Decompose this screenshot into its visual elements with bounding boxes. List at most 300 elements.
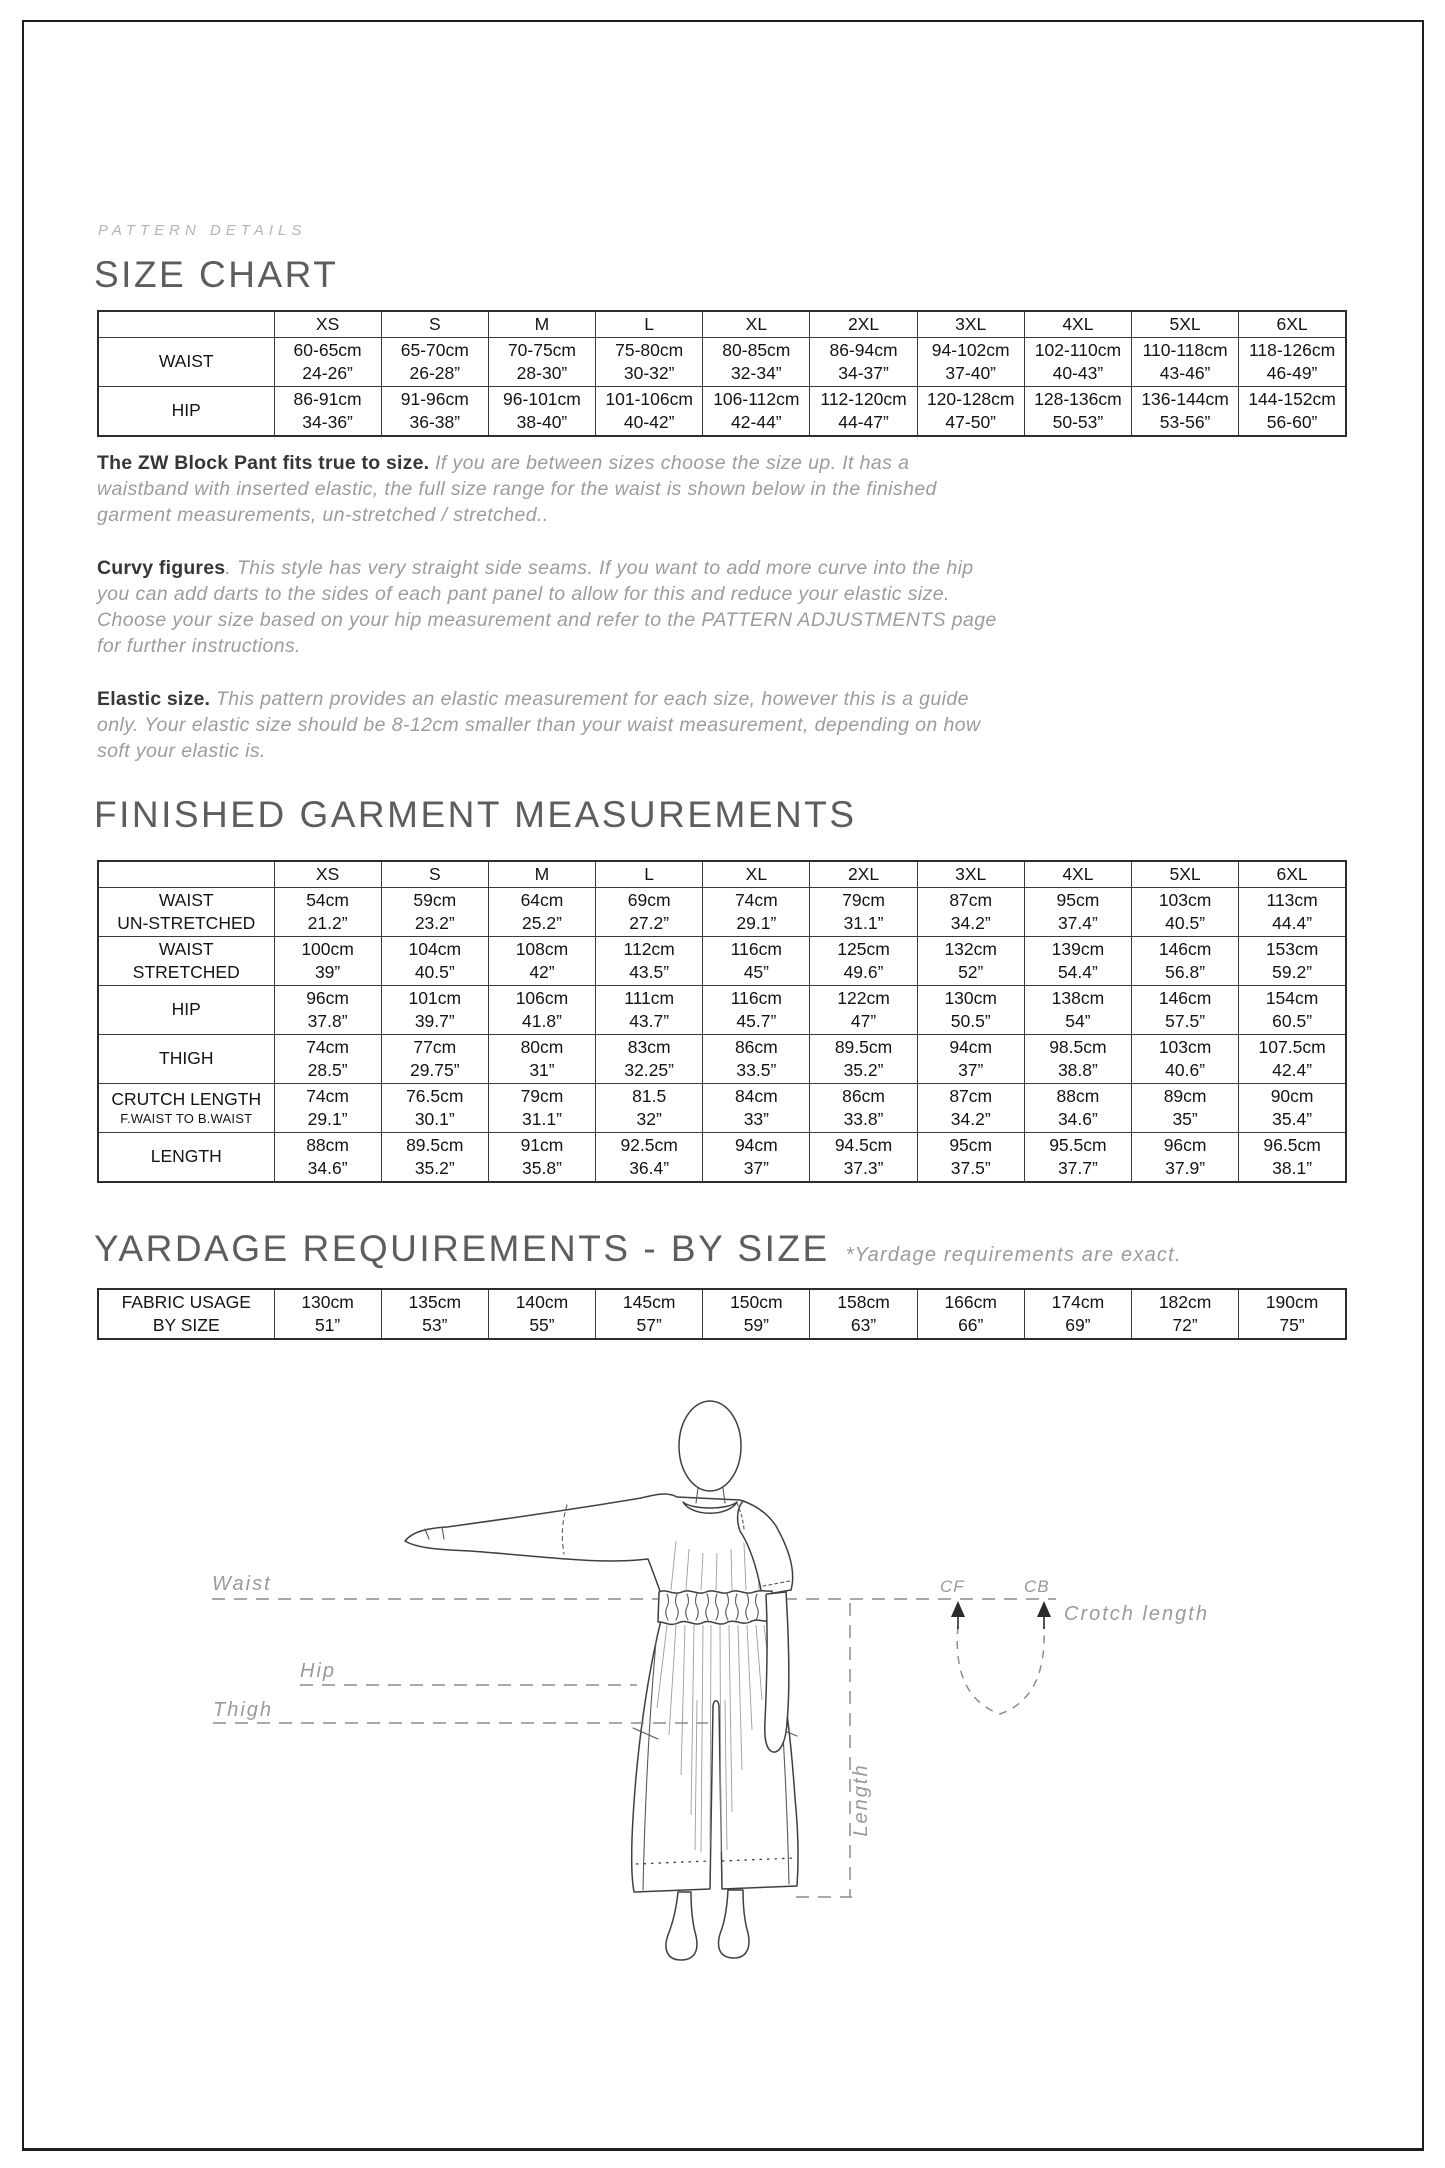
measurement-cell (917, 1132, 1024, 1182)
measurement-value: 52” (958, 961, 984, 982)
yardage-table (97, 1288, 1347, 1340)
measurement-value: 42.4” (1272, 1059, 1313, 1080)
measurement-value: 32.25” (624, 1059, 674, 1080)
measurement-value: 50-53” (1052, 411, 1104, 432)
measurement-value: 91-96cm (400, 388, 469, 409)
table-row (98, 936, 1346, 985)
measurement-cell (917, 887, 1024, 936)
measurement-value: 54” (1065, 1010, 1091, 1031)
corner-cell (98, 861, 274, 887)
measurement-value: 60-65cm (293, 339, 362, 360)
measurement-value: 34.2” (950, 1108, 991, 1129)
measurement-cell (810, 1034, 917, 1083)
measurement-value: 29.1” (736, 912, 777, 933)
measurement-cell (381, 887, 488, 936)
measurement-value: 69cm (627, 889, 671, 910)
measurement-value: 37” (958, 1059, 984, 1080)
measurement-value: 112-120cm (820, 388, 907, 409)
measurement-value: 38.1” (1272, 1157, 1313, 1178)
table-row (98, 1083, 1346, 1132)
measurement-value: 154cm (1265, 987, 1319, 1008)
measurement-value: 66” (958, 1315, 984, 1335)
measurement-value: 50.5” (950, 1010, 991, 1031)
measurement-cell (596, 1034, 703, 1083)
measurement-cell (274, 936, 381, 985)
measurement-cell (917, 386, 1024, 436)
measurement-value: 96.5cm (1263, 1134, 1321, 1155)
measurement-value: 69” (1065, 1315, 1091, 1335)
row-label-line: WAIST (158, 938, 214, 959)
size-header: S (381, 311, 488, 337)
measurement-value: 37.9” (1165, 1157, 1206, 1178)
measurement-value: 46-49” (1266, 362, 1318, 383)
measurement-cell (274, 985, 381, 1034)
measurement-value: 37” (743, 1157, 769, 1178)
row-label-line: THIGH (159, 1048, 214, 1068)
size-header: 2XL (810, 311, 917, 337)
measurement-cell (1132, 887, 1239, 936)
measurement-value: 96cm (306, 987, 349, 1008)
measurement-cell (596, 337, 703, 386)
garment-measurement-diagram (150, 1385, 1270, 1975)
measurement-value: 135cm (408, 1292, 462, 1312)
measurement-value: 182cm (1158, 1292, 1212, 1312)
body-copy (97, 450, 1003, 791)
measurement-value: 59cm (413, 889, 457, 910)
measurement-value: 56.8” (1165, 961, 1206, 982)
yardage-title: YARDAGE REQUIREMENTS - BY SIZE (94, 1228, 830, 1269)
size-header: 2XL (810, 861, 917, 887)
measurement-cell (381, 1132, 488, 1182)
measurement-value: 43.5” (629, 961, 670, 982)
measurement-cell (1024, 985, 1131, 1034)
measurement-value: 45.7” (736, 1010, 777, 1031)
measurement-value: 153cm (1265, 938, 1319, 959)
hip-label: Hip (300, 1660, 337, 1682)
right-forearm (765, 1592, 789, 1752)
measurement-cell (488, 887, 595, 936)
measurement-value: 25.2” (522, 912, 562, 933)
measurement-value: 32” (636, 1108, 662, 1129)
row-label-line: WAIST (158, 889, 214, 910)
measurement-value: 86-94cm (829, 339, 898, 360)
measurement-value: 49.6” (843, 961, 884, 982)
measurement-value: 53” (422, 1315, 448, 1335)
measurement-value: 103cm (1158, 889, 1212, 910)
measurement-value: 57.5” (1165, 1010, 1206, 1031)
measurement-cell (1239, 337, 1346, 386)
header-row (98, 311, 1346, 337)
thigh-label: Thigh (213, 1699, 274, 1721)
measurement-value: 36-38” (409, 411, 461, 432)
measurement-cell (381, 1034, 488, 1083)
measurement-cell (1132, 337, 1239, 386)
measurement-cell (488, 337, 595, 386)
measurement-value: 88cm (1056, 1085, 1100, 1106)
measurement-value: 108cm (515, 938, 569, 959)
row-label-line: BY SIZE (152, 1315, 220, 1335)
measurement-value: 37.4” (1057, 912, 1098, 933)
measurement-value: 95cm (1056, 889, 1100, 910)
measurement-cell (1239, 1132, 1346, 1182)
measurement-value: 26-28” (409, 362, 461, 383)
measurement-value: 146cm (1158, 987, 1212, 1008)
measurement-value: 37.8” (307, 1010, 348, 1031)
size-header: 3XL (917, 311, 1024, 337)
measurement-value: 35.2” (414, 1157, 455, 1178)
row-label (98, 936, 274, 985)
measurement-cell (596, 936, 703, 985)
measurement-value: 79cm (842, 889, 885, 910)
measurement-value: 138cm (1051, 987, 1105, 1008)
yardage-note: *Yardage requirements are exact. (845, 1244, 1182, 1266)
measurement-value: 44.4” (1272, 912, 1313, 933)
measurement-value: 125cm (837, 938, 890, 959)
measurement-cell (917, 337, 1024, 386)
size-header: XS (274, 861, 381, 887)
measurement-value: 21.2” (307, 912, 348, 933)
measurement-value: 87cm (949, 889, 993, 910)
measurement-value: 145cm (622, 1292, 676, 1312)
measurement-cell (703, 337, 810, 386)
measurement-value: 40.5” (1165, 912, 1206, 933)
measurement-value: 150cm (730, 1292, 783, 1312)
measurement-value: 70-75cm (507, 339, 577, 360)
measurement-value: 96-101cm (503, 388, 581, 409)
measurement-cell (703, 936, 810, 985)
measurement-value: 86cm (734, 1036, 778, 1057)
measurement-cell (274, 386, 381, 436)
measurement-value: 29.75” (409, 1059, 460, 1080)
measurement-value: 122cm (837, 987, 890, 1008)
row-label (98, 337, 274, 386)
measurement-cell (1024, 1132, 1131, 1182)
measurement-value: 146cm (1158, 938, 1212, 959)
measurement-value: 111cm (624, 987, 675, 1008)
row-label-line: HIP (171, 400, 201, 420)
measurement-value: 39” (314, 961, 341, 982)
paragraph-fit-text: If you are between sizes choose the size up. It has a waistband with inserted elastic, the full size range for the waist is shown below in the finished garment measurements, un-stretched / stretched.. (97, 452, 937, 526)
measurement-value: 43-46” (1159, 362, 1211, 383)
measurement-cell (703, 1034, 810, 1083)
measurement-value: 37.3” (843, 1157, 884, 1178)
cf-label: CF (940, 1577, 965, 1596)
size-header: 3XL (917, 861, 1024, 887)
paragraph-curvy-text: . This style has very straight side seams. If you want to add more curve into the hip you can add darts to the sides of each pant panel to allow for this and reduce your elastic size. Choose your size based on your hip measurement and refer to the PATTERN ADJUSTMENTS page for further instructions. (97, 557, 997, 657)
finished-measurements-title: FINISHED GARMENT MEASUREMENTS (94, 794, 857, 835)
row-label-line: FABRIC USAGE (121, 1292, 251, 1312)
corner-cell (98, 311, 274, 337)
row-label (98, 386, 274, 436)
measurement-value: 75” (1279, 1315, 1305, 1335)
row-label (98, 1132, 274, 1182)
measurement-cell (703, 1132, 810, 1182)
measurement-value: 84cm (734, 1085, 778, 1106)
measurement-value: 158cm (837, 1292, 890, 1312)
crotch-curve-line (957, 1626, 1044, 1714)
measurement-value: 136-144cm (1141, 388, 1229, 409)
measurement-value: 42” (529, 961, 555, 982)
measurement-value: 81.5 (632, 1085, 667, 1106)
measurement-value: 38-40” (516, 411, 568, 432)
paragraph-fit (97, 450, 1003, 528)
measurement-cell (488, 1132, 595, 1182)
measurement-value: 29.1” (307, 1108, 348, 1129)
row-label-line: CRUTCH LENGTH (111, 1089, 262, 1109)
size-header: 4XL (1024, 861, 1131, 887)
table-row (98, 887, 1346, 936)
measurement-value: 35.4” (1272, 1108, 1313, 1129)
measurement-value: 35” (1172, 1108, 1198, 1129)
measurement-value: 34.6” (307, 1157, 348, 1178)
measurement-cell (381, 985, 488, 1034)
measurement-value: 34.6” (1057, 1108, 1098, 1129)
measurement-value: 47” (850, 1010, 877, 1031)
measurement-value: 92.5cm (620, 1134, 678, 1155)
figure-sketch (405, 1401, 798, 1960)
measurement-cell (381, 337, 488, 386)
measurement-value: 56-60” (1266, 411, 1318, 432)
measurement-value: 32-34” (731, 362, 782, 383)
measurement-value: 94cm (734, 1134, 778, 1155)
measurement-value: 75-80cm (615, 339, 684, 360)
size-header: 4XL (1024, 311, 1131, 337)
measurement-value: 166cm (944, 1292, 997, 1312)
measurement-value: 83cm (627, 1036, 671, 1057)
measurement-value: 60.5” (1272, 1010, 1313, 1031)
measurement-cell (1132, 1132, 1239, 1182)
measurement-value: 33” (743, 1108, 769, 1129)
paragraph-elastic-lead: Elastic size. (97, 688, 211, 710)
size-header: XL (703, 861, 810, 887)
measurement-value: 95.5cm (1049, 1134, 1107, 1155)
measurement-value: 89.5cm (834, 1036, 893, 1057)
measurement-cell (703, 1289, 810, 1339)
measurement-cell (596, 1289, 703, 1339)
measurement-cell (1024, 887, 1131, 936)
measurement-value: 28-30” (516, 362, 568, 383)
cb-arrow-icon (1037, 1601, 1051, 1617)
waist-label: Waist (212, 1573, 272, 1595)
measurement-value: 41.8” (522, 1010, 562, 1031)
measurement-cell (488, 1034, 595, 1083)
measurement-cell (274, 1289, 381, 1339)
measurement-value: 59” (743, 1315, 769, 1335)
measurement-value: 34.2” (950, 912, 991, 933)
measurement-value: 34-37” (838, 362, 889, 383)
measurement-cell (810, 386, 917, 436)
measurement-value: 104cm (408, 938, 462, 959)
measurement-value: 86-91cm (293, 388, 362, 409)
measurement-cell (703, 887, 810, 936)
measurement-cell (810, 985, 917, 1034)
measurement-value: 79cm (520, 1085, 564, 1106)
measurement-value: 33.5” (736, 1059, 777, 1080)
measurement-value: 87cm (949, 1085, 993, 1106)
measurement-cell (1024, 1034, 1131, 1083)
measurement-value: 77cm (413, 1036, 457, 1057)
measurement-cell (381, 936, 488, 985)
measurement-cell (810, 936, 917, 985)
measurement-value: 30.1” (414, 1108, 455, 1129)
size-header: L (596, 861, 703, 887)
measurement-cell (1132, 936, 1239, 985)
paragraph-curvy-lead: Curvy figures (97, 557, 226, 579)
measurement-value: 113cm (1266, 889, 1318, 910)
measurement-cell (703, 386, 810, 436)
measurement-value: 94.5cm (834, 1134, 893, 1155)
measurement-value: 120-128cm (926, 388, 1015, 409)
measurement-cell (1024, 337, 1131, 386)
measurement-cell (274, 887, 381, 936)
measurement-cell (596, 1083, 703, 1132)
cf-arrow-icon (951, 1601, 965, 1617)
paragraph-fit-lead: The ZW Block Pant fits true to size. (97, 452, 430, 474)
measurement-cell (381, 386, 488, 436)
measurement-cell (810, 1132, 917, 1182)
measurement-value: 36.4” (629, 1157, 670, 1178)
table-row (98, 1132, 1346, 1182)
measurement-value: 96cm (1163, 1134, 1207, 1155)
measurement-cell (1239, 1289, 1346, 1339)
measurement-cell (1132, 1034, 1239, 1083)
measurement-value: 91cm (520, 1134, 564, 1155)
measurement-cell (1239, 985, 1346, 1034)
row-label (98, 985, 274, 1034)
measurement-value: 74cm (306, 1085, 349, 1106)
left-foot (666, 1892, 697, 1960)
measurement-value: 103cm (1158, 1036, 1212, 1057)
measurement-value: 112cm (623, 938, 675, 959)
measurement-value: 110-118cm (1142, 339, 1228, 360)
measurement-cell (917, 1289, 1024, 1339)
measurement-value: 23.2” (414, 912, 455, 933)
row-label-subline: F.WAIST TO B.WAIST (120, 1111, 253, 1126)
measurement-value: 54.4” (1057, 961, 1098, 982)
header-row (98, 861, 1346, 887)
measurement-cell (1132, 985, 1239, 1034)
measurement-value: 64cm (520, 889, 564, 910)
measurement-value: 107.5cm (1258, 1036, 1326, 1057)
table-row (98, 1289, 1346, 1339)
measurement-value: 95cm (949, 1134, 993, 1155)
measurement-value: 90cm (1270, 1085, 1314, 1106)
measurement-cell (1239, 386, 1346, 436)
row-label-line: STRETCHED (132, 961, 240, 982)
row-label-line: UN-STRETCHED (117, 912, 256, 933)
measurement-cell (381, 1289, 488, 1339)
yardage-heading-row (94, 1228, 1182, 1270)
measurement-value: 102-110cm (1034, 339, 1122, 360)
measurement-value: 24-26” (302, 362, 353, 383)
measurement-value: 39.7” (414, 1010, 455, 1031)
measurement-value: 74cm (734, 889, 778, 910)
measurement-value: 43.7” (629, 1010, 670, 1031)
measurement-cell (1024, 1289, 1131, 1339)
measurement-cell (488, 985, 595, 1034)
row-label (98, 887, 274, 936)
measurement-value: 33.8” (843, 1108, 884, 1129)
table-row (98, 386, 1346, 436)
measurement-value: 37-40” (945, 362, 997, 383)
measurement-value: 59.2” (1272, 961, 1313, 982)
measurement-value: 89cm (1163, 1085, 1207, 1106)
measurement-value: 94cm (949, 1036, 993, 1057)
measurement-cell (1132, 1083, 1239, 1132)
measurement-value: 27.2” (629, 912, 670, 933)
measurement-value: 128-136cm (1034, 388, 1122, 409)
measurement-cell (917, 936, 1024, 985)
measurement-cell (917, 1083, 1024, 1132)
size-header: M (488, 311, 595, 337)
paragraph-elastic (97, 686, 1003, 764)
measurement-value: 80-85cm (722, 339, 791, 360)
measurement-cell (1239, 1083, 1346, 1132)
measurement-value: 140cm (515, 1292, 569, 1312)
measurement-cell (488, 1289, 595, 1339)
measurement-value: 40.6” (1165, 1059, 1206, 1080)
measurement-cell (810, 1289, 917, 1339)
measurement-cell (274, 1034, 381, 1083)
measurement-value: 30-32” (623, 362, 675, 383)
measurement-cell (1239, 1034, 1346, 1083)
row-label (98, 1289, 274, 1339)
size-header: 5XL (1132, 311, 1239, 337)
size-header: S (381, 861, 488, 887)
measurement-cell (1024, 386, 1131, 436)
measurement-cell (596, 1132, 703, 1182)
measurement-cell (1239, 936, 1346, 985)
measurement-value: 28.5” (307, 1059, 348, 1080)
measurement-cell (1132, 386, 1239, 436)
finished-measurements-table (97, 860, 1347, 1183)
measurement-value: 101cm (408, 987, 462, 1008)
measurement-cell (703, 1083, 810, 1132)
measurement-cell (488, 386, 595, 436)
measurement-value: 106-112cm (713, 388, 800, 409)
measurement-value: 53-56” (1159, 411, 1211, 432)
measurement-value: 98.5cm (1049, 1036, 1107, 1057)
measurement-cell (1132, 1289, 1239, 1339)
measurement-value: 35.2” (843, 1059, 884, 1080)
measurement-value: 101-106cm (605, 388, 693, 409)
size-header: M (488, 861, 595, 887)
crotch-length-label: Crotch length (1064, 1603, 1209, 1625)
measurement-value: 31” (529, 1059, 555, 1080)
size-header: 6XL (1239, 311, 1346, 337)
measurement-value: 94-102cm (931, 339, 1010, 360)
size-header: XL (703, 311, 810, 337)
paragraph-curvy (97, 555, 1003, 659)
length-label: Length (850, 1763, 872, 1837)
measurement-cell (488, 1083, 595, 1132)
measurement-cell (917, 985, 1024, 1034)
measurement-cell (1024, 936, 1131, 985)
measurement-value: 132cm (944, 938, 997, 959)
row-label-line: LENGTH (150, 1146, 222, 1166)
measurement-value: 116cm (730, 938, 782, 959)
table-row (98, 1034, 1346, 1083)
measurement-value: 130cm (301, 1292, 354, 1312)
table-row (98, 985, 1346, 1034)
measurement-cell (703, 985, 810, 1034)
measurement-value: 76.5cm (406, 1085, 464, 1106)
measurement-value: 47-50” (945, 411, 997, 432)
measurement-value: 86cm (842, 1085, 885, 1106)
cb-label: CB (1024, 1577, 1050, 1596)
measurement-value: 88cm (306, 1134, 349, 1155)
measurement-value: 31.1” (843, 912, 884, 933)
